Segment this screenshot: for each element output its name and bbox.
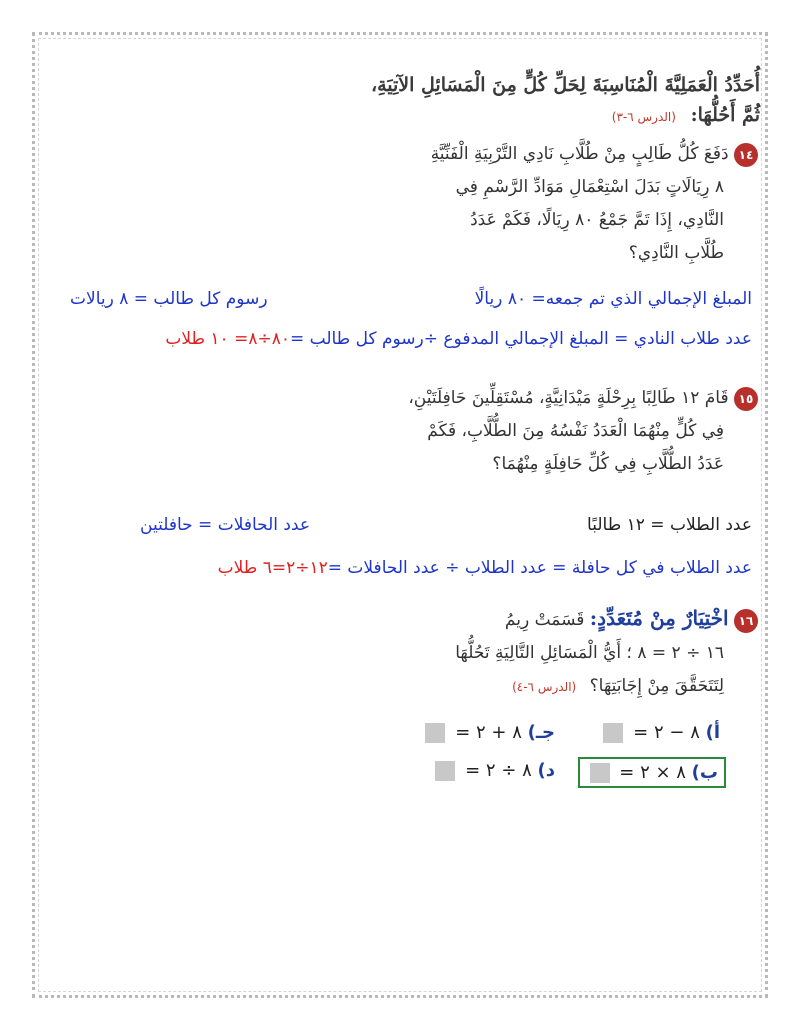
q14-answer-formula: عدد طلاب النادي = المبلغ الإجمالي المدفوع ÷رسوم كل طالب = [289, 329, 752, 349]
q14-answer-fee: رسوم كل طالب = ٨ ريالات [70, 289, 268, 309]
question-14-line1 [431, 138, 758, 171]
option-expression: ٨ − ٢ = [633, 722, 700, 743]
option-letter: د) [537, 760, 555, 781]
instructions-line2-text: ثُمَّ أَحُلُّهَا: [690, 104, 760, 126]
question-16-line1-rest: قَسَمَتْ رِيمُ [504, 610, 585, 630]
question-number-badge: ١٦ [734, 609, 758, 633]
question-16 [455, 602, 758, 704]
q14-answer-total: المبلغ الإجمالي الذي تم جمعه= ٨٠ ريالًا [474, 289, 752, 309]
option-letter: ب) [691, 762, 718, 783]
q15-answer-result: ١٢÷٢=٦ طلاب [217, 558, 328, 578]
option-expression: ٨ + ٢ = [455, 722, 522, 743]
option-expression: ٨ ÷ ٢ = [465, 760, 532, 781]
question-14-line4: طُلَّابِ النَّادِي؟ [628, 243, 724, 263]
q15-answer-buses: عدد الحافلات = حافلتين [140, 515, 311, 535]
q15-answer-students: عدد الطلاب = ١٢ طالبًا [587, 515, 752, 535]
option-c[interactable] [421, 722, 555, 743]
lesson-ref: (الدرس ٦-٤) [512, 680, 577, 694]
question-number-badge: ١٤ [734, 143, 758, 167]
option-letter: أ) [705, 722, 720, 743]
lesson-ref: (الدرس ٦-٣) [611, 110, 676, 124]
question-15-line1 [408, 382, 758, 415]
question-15-line3: عَدَدُ الطُّلَّابِ فِي كُلِّ حَافِلَةٍ مِنْهُمَا؟ [492, 454, 724, 474]
question-14 [431, 138, 758, 270]
q15-answer-formula: عدد الطلاب في كل حافلة = عدد الطلاب ÷ عدد الحافلات = [327, 558, 752, 578]
q14-answer-result: ٨٠÷٨= ١٠ طلاب [165, 329, 290, 349]
question-16-line3 [455, 670, 758, 704]
question-text: قَامَ ١٢ طَالِبًا بِرِحْلَةٍ مَيْدَانِيَّةٍ، مُسْتَقِلِّينَ حَافِلَتَيْنِ، [408, 388, 729, 408]
answer-blank-box [435, 761, 455, 781]
question-16-line1 [455, 602, 758, 637]
instructions-heading [371, 70, 760, 132]
option-letter: جـ) [527, 722, 555, 743]
question-14-line3: النَّادِي، إِذَا تَمَّ جَمْعُ ٨٠ رِيَالًا، فَكَمْ عَدَدُ [470, 210, 724, 230]
answer-blank-box [603, 723, 623, 743]
instructions-line2 [371, 100, 760, 132]
q15-answer-formula-line [218, 556, 752, 580]
question-16-line2: ١٦ ÷ ٢ = ٨ ؛ أَيُّ الْمَسَائِلِ التَّالِيَةِ تَحُلُّهَا [455, 643, 724, 663]
option-d[interactable] [431, 760, 555, 781]
instructions-line1: أُحَدِّدُ الْعَمَلِيَّةَ الْمُنَاسِبَةَ لِحَلِّ كُلٍّ مِنَ الْمَسَائِلِ الآتِيَةِ، [370, 74, 760, 96]
question-15-line2: فِي كُلٍّ مِنْهُمَا الْعَدَدُ نَفْسُهُ مِنَ الطُّلَّابِ، فَكَمْ [427, 421, 724, 441]
q14-answer-formula-line [165, 327, 752, 351]
answer-blank-box [425, 723, 445, 743]
option-b-correct[interactable] [578, 757, 726, 788]
question-16-line3-text: لِتَتَحَقَّقَ مِنْ إِجَابَتِهَا؟ [589, 676, 724, 696]
question-text: دَفَعَ كُلُّ طَالِبٍ مِنْ طُلَّابِ نَادِي التَّرْبِيَةِ الْفَنِّيَّةِ [430, 144, 729, 164]
option-expression: ٨ × ٢ = [619, 762, 686, 783]
multiple-choice-title: اخْتِيَارٌ مِنْ مُتَعَدِّدٍ: [589, 606, 729, 630]
question-14-line2: ٨ رِيَالَاتٍ بَدَلَ اسْتِعْمَالِ مَوَادِّ الرَّسْمِ فِي [455, 177, 724, 197]
question-number-badge: ١٥ [734, 387, 758, 411]
option-a[interactable] [599, 722, 720, 743]
question-15 [408, 382, 758, 481]
answer-blank-box [590, 763, 610, 783]
